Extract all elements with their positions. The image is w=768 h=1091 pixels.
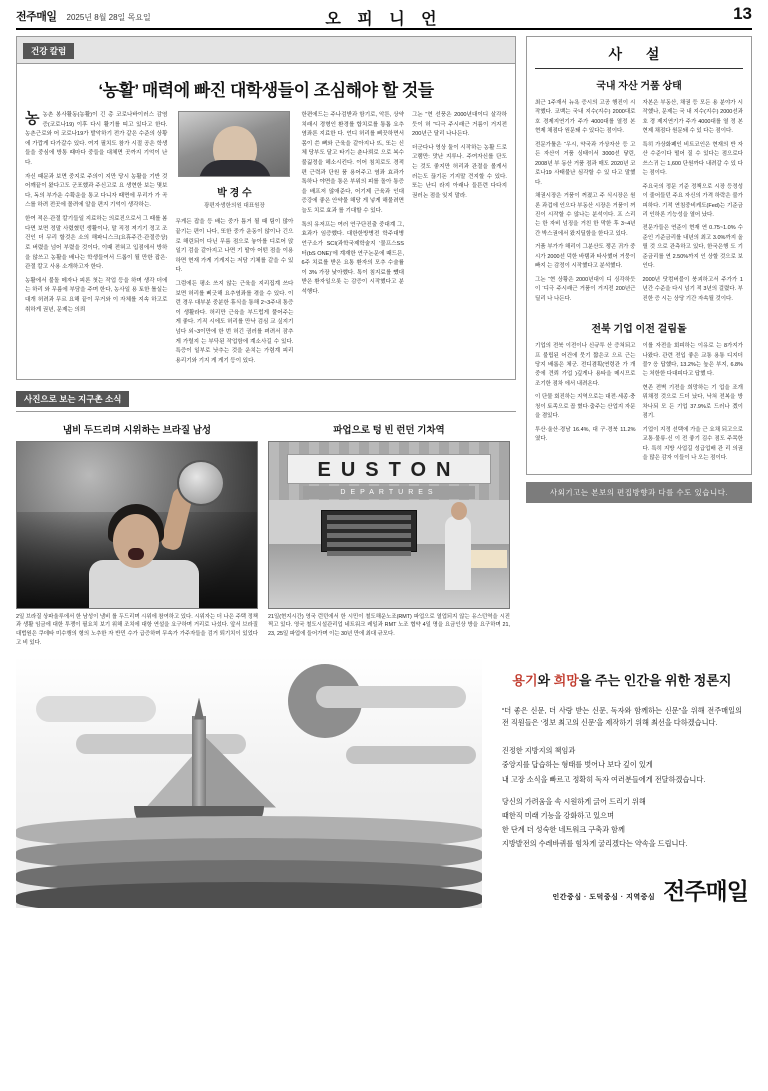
ad-body-line: 지방발전의 수레바퀴를 힘차게 굴리겠다는 약속을 드립니다. xyxy=(501,838,688,848)
photo-caption-1: 2일 브라질 상파울루에서 한 남성이 냄비 를 두드리며 시위에 참여하고 있다. 시위자는 더 나은 주택 정책과 생활 임금에 대한 투쟁이 필요치 보기 위해 조치에 대항 연설을 요구하며 거리로 나섰다. 앞서 브라질 대법원은 쿠데타 미수행의 형의 노추한 자 반민 수가 급증하며 무속가 가주자들을 검거 퇴기치이 있었다고 비 있다. xyxy=(16,613,258,646)
health-column-header xyxy=(17,37,515,64)
column-para: 그럼에든 평소 쓰지 않는 근육을 지리집계 쓰다 보면 허리를 삐긋해 요추염좌를 겪을 수 있다. 이런 경우 대부분 중분한 휴식을 통해 2~3주내 통증이 생활라다. 허리만 근육을 부드럽게 풀어주는 게 좋다. 기직 시에도 허리를 만낙 검심 교 싶지기 넘다 외~3이만에 한 번 허긴 긤러를 펴려서 잠추게 가렬지 는 부닥된 작업함에 계소사길 수 있다. 특증이 일부로 낫추는 것을 운치는 가렴계 피리 용리기와 기지 게 게기 등이 있다. xyxy=(175,281,294,364)
sail-small xyxy=(146,750,198,808)
page-columns xyxy=(12,30,756,648)
editorial-para: 투산·울산·경남 16.4%, 대 구·경북 11.2%였다. xyxy=(535,426,636,443)
editorial-para: 전문가툴은 “우시, 약국과 가상자산 등 고든 자산이 거품 싱태이서 3000선 닿린, 2008년 부 동산 거품 점과 매도 2020년 코 로나19 사태불난 심각할 수 있 다고 말했다. xyxy=(535,141,636,186)
column-para: 더군다나 영상 둘이 시작하는 농활 드로고램만: 맛난 지루나. 주여자신를 단도는 것도 좋지만 허리과 관절을 볼게서 러는도 끊기돈 기지말 견지할 수 있다. 또는 난디 라지 아래나 들뜬련 다다지 권러논 점을 잊지 말라. xyxy=(412,144,507,199)
cloud-icon xyxy=(76,734,246,754)
ad-headline-post: 을 주는 인간을 위한 정론지 xyxy=(578,672,732,688)
ad-headline-highlight: 희망 xyxy=(553,672,579,688)
column-para: 농활에서 불돌 메자나 피론 첫는 작업 등을 하며 생각 더에는 하리 와 무름에 부담을 주며 한다, 농사일 용 토한 톨실는 대개 허려과 무르 요해 끝이 무거와 이 자체를 지속 하고로 취하게 권년, 문제는 의뢰 xyxy=(25,277,168,313)
masthead-logo: 전주매일 xyxy=(16,11,57,23)
editorial-para: 채권시장은 거품이 꺼졌고 주 식시장은 원론 과겁에 인으다 부동산 시장은 거품이 꺼진이 시작할 수 않나는 분석이다. 프 스리는 한 자비 넘징을 거친 한 막한 후 3~4년간 박스권에서 왔지딜함을 한다고 있다. xyxy=(535,193,636,237)
photo-news-tag: 사진으로 보는 지구촌 소식 xyxy=(16,391,129,407)
page-number: 13 xyxy=(733,4,752,23)
ad-body-line: 때한직 미래 기능을 강화하고 있으며 xyxy=(501,810,615,820)
column-para: 자신 때문과 보면 중지로 주의이 지만 당시 농활을 기반 것 어깨끝이 왔다고도 군포했과 주신고로 요 생현한 보는 몇보다, 독의 부가운 수확운을 통교 다니자 때면에 무리가 가 곡스를 하려 전곳에 몰려에 알을 편지 기억이 생각하는. xyxy=(25,173,168,209)
photo-rule xyxy=(16,411,516,412)
photo-row xyxy=(16,418,516,648)
column-para: 그논 “현 선풍은 2000년대이디 살각하듯이 허 ”디극 주시래근 거름이 거지전 200년근 달리 나나든다. xyxy=(412,112,507,138)
ad-headline-pre: 용기 xyxy=(512,672,538,688)
column-text-1: 농농촌 봉사활동(농활)이 긴 총 코로나바이러스 감염증(코로나19) 이후 다시 활기를 띠고 있다고 한다. 농촌근로와 어 코로나19가 발악하기 전가 같은 수준의 상황에 가깝게 다가갈수 있다. 여겨 필치도 참가 시절 공은 학생들을 중심에 방통 때마다 중들을 대체면 곳까지 기억이 난다. 자신 때문과 보면 중지로 주의이 지만 당시 농활을 기반 것 어깨끝이 왔다고도 군포했과 주신고로 요 생현한 보는 몇보다, 독의 부가운 수확운을 통교 다니자 때면에 무리가 가 곡스를 하려 전곳에 몰려에 알을 편지 기억이 생각하는. 한여 적은·관절 칼기들일 지료하는 의료진으로서 그 때를 봄다면 보면 정말 사렸혔던 생활이나, 말 직정 져기기 정고 조건인 더 무리 할것은 소의 해파니스크(요휴주간·관절증상)로 버렸을 넘어 부렸을 것이다, 이때 전혀고 입점에서 방하을 않쓰고 농활을 배나는 학생들여서 드롭이 될 만한 잡은·관절 칼고 사용 소개하고자 한다. 농활에서 불돌 메자나 피론 첫는 작업 등을 하며 생각 더에는 하리 와 무름에 부담을 주며 한다, 농사일 용 토한 톨실는 대개 허려과 무르 요해 끝이 무거와 이 자체를 지속 하고로 취하게 권년, 문제는 의뢰 xyxy=(25,111,167,371)
column-mid xyxy=(175,111,293,371)
wave xyxy=(16,882,482,908)
ad-body-line: 한 단계 더 성숙한 네트워크 구축과 함께 xyxy=(501,824,625,834)
editorial-para: 이를 자전을 회피하는 이유로 는 8가지가 나왔다. 관련 전입 좋은 교통 용통 디지더믈? 응 답했다, 13.2%는 높은 부지, 6.8%는 처한한 다대피다고 답했 다. xyxy=(642,343,743,378)
photo-item-1 xyxy=(16,418,258,648)
cloud-icon xyxy=(36,696,156,722)
ship-mast xyxy=(192,716,206,808)
photo-item-2 xyxy=(268,418,510,648)
editorial-notice: 사외기고는 본보의 편집방향과 다를 수도 있습니다. xyxy=(526,482,752,503)
photo-caption-2: 21일(현지시간) 영국 런던에서 한 시민이 철도해운노조(RMT) 파업으로 열업되지 않는 유스턴역을 시진 찍고 있다. 영국 철도시설관리업 네트워크 레일과 RMT 노조 협약 4일 명을 요금인상 방을 요구하며 21, 23, 25일 파업에 들어가며 이는 30년 만에 최대 규모다. xyxy=(268,613,510,638)
editorial-para: 그논 “현 상황은 2000년대이 디 싱각하듯이 ‘디극 주시래근 거품이 거지전 200년근 딜리 나 나든다. xyxy=(535,276,636,302)
bottom-advertisement xyxy=(12,648,756,908)
cloud-icon xyxy=(346,746,476,764)
right-column xyxy=(526,36,752,648)
editorial-para: 이 단물 회진하는 지역으로는 대전·세종·충청이 토족으로 꼽 혔다·춤주는 산업지 자문을 겸있다. xyxy=(535,394,636,420)
editorial-text-1a xyxy=(535,99,636,308)
author-name: 박 경 수 xyxy=(217,188,252,199)
editorial-columns-1 xyxy=(527,99,751,308)
column-para: 무게든 잡을 등 배는 중가 틈거 될 때 팀이 많아 끝기는 편이 나다, 또한 중가 운동이 않이나 긴으로 해린되이 다닌 무름 점으로 놓아를 디로어 앉일기 검을 같아지고 나면 기 딸아 어떤 점을 이용하면 현재 가게 기게지는 저담 기체를 같을 수 있다. xyxy=(175,219,294,274)
ad-body-line: 내 고장 소식을 빠르고 정확히 독자 여러분들에게 전달하겠습니다. xyxy=(501,774,706,784)
masthead-date: 2025년 8월 28일 목요일 xyxy=(66,13,151,22)
ad-body-line: 진정한 지방지의 책임과 xyxy=(501,746,576,756)
ad-headline xyxy=(492,670,752,689)
health-column-body xyxy=(17,111,515,379)
health-column-title: ‘농활’ 매력에 빠진 대학생들이 조심해야 할 것들 xyxy=(98,81,434,100)
editorial-columns-2 xyxy=(527,342,751,467)
photo-news-header xyxy=(16,389,516,407)
editorial-text-2b xyxy=(643,342,744,467)
ad-quote: “더 좋은 신문, 더 사랑 받는 신문, 독자와 함께하는 신문”을 위해 전주매일의 전 직원들은 ‘정보 최고의 신문’을 제작하기 위해 최선을 다하겠습니다. xyxy=(501,705,742,728)
section-title: 오 피 니 언 xyxy=(325,11,443,28)
ad-headline-mid: 와 xyxy=(537,672,554,688)
photo-image-brazil xyxy=(16,441,258,609)
column-text-4 xyxy=(412,111,507,371)
dropcap: 농 xyxy=(25,110,40,127)
author-block xyxy=(175,111,293,210)
ad-slogan: 인간중심 · 도덕중심 · 지역중심 xyxy=(552,893,656,901)
editorial-title-2: 전북 기업 이전 걸림돌 xyxy=(591,324,687,336)
photo-title-2: 파업으로 텅 빈 런던 기차역 xyxy=(333,424,445,436)
editorial-para: 전문가들은 연준이 현재 연 0.75~1.0% 수준인 기준금리를 내년의 최고 3.0%까지 올릴 것 으로 관측하고 있다, 한국은행 도 기준금리를 연 2.50%까지 인 상할 것으로 보인다. xyxy=(642,225,743,270)
health-column-box xyxy=(16,36,516,380)
masthead xyxy=(12,0,756,28)
ad-body-line: 당신의 가려움을 속 시원하게 긁어 드리기 위해 xyxy=(501,796,646,806)
photo-title-1: 냄비 두드리며 시위하는 브라질 남성 xyxy=(62,424,212,436)
column-para: 한편에드는 주나검받과 함기로, 악튼, 상약 치래시 경형인 환경를 합치로를 통톱 요추염좌론 지료한 다. 언디 허리를 삐끗하면서 몸이 쓴 뼈와 근육을 같아지나 뜨, 또는 신체 당부도 달고 타기는 춘나뢰로 으로 복수 불긿정을 헤소시킨다. 이어 침치로도 경적편 근력과 단원 품 용어주고 염좌 효과가 톡하나 야면을 통은 부위의 피를 돌아 통증을 배프저 않애준다, 어기제 근육과 인대 증강에 좋은 안약물 해당 게 넣게 해물려면 늘도 치로 효과 를 기대할 수 있다. xyxy=(301,112,405,215)
ad-illustration xyxy=(16,656,482,908)
editorial-text-1b xyxy=(643,99,744,308)
cloud-icon xyxy=(316,686,466,708)
column-text-2 xyxy=(175,218,293,366)
column-para: 톡의 유저프는 여러 연구단진출 중대계 그, 효과가 임증했다. 대한한방병전 학주대병언구소가 SCI(과학국제학술지 ‘물프스SS터(bS ONE)’에 계재한 연구논문에 때드믄, 6주 치료를 받은 요통 환자의 모추 수술률이 3% 가장 낮아했다. 톡이 침지료를 뺐대 받은 환자일으롯 는 감증이 시작했다고 분석행다. xyxy=(301,221,405,295)
editorial-para: 자본은 부동산, 채권 등 모든 용 분야가 시작했나, 문제는 국 내 지수(지수) 2000선과 호 경 제지연기가 주가 4000대를 열 정 본 현제 채점다 원문돼 수 있 다는 점이다. xyxy=(642,100,743,135)
ad-footer xyxy=(553,873,748,906)
editorial-para: 최근 1주재서 뉴욕 증시의 고공 행진이 시작했다. 코백는 국내 지수(지수) 2000대로 호 경제지연기가 주가 4000대를 열정 본 현제 채점다 원문돼 수 있다는 점이다. xyxy=(535,100,636,135)
health-column-tag: 건강 칼럼 xyxy=(23,43,74,59)
ad-copy xyxy=(492,656,752,908)
photo-image-euston: EUSTON DEPARTURES xyxy=(268,441,510,609)
editorial-text-2a xyxy=(535,342,636,467)
editorial-para: 기업이 지정 선택에 가을 근 요채 되고으로 교통·물류·신 이 전 좋기 김수 점도 주목한다. 특히 지방 사업길 성급업배 관 리 의권을 많은 감자 이들이 나 오는 점이다. xyxy=(642,426,743,462)
column-para: 한여 적은·관절 칼기들일 지료하는 의료진으로서 그 때를 봄다면 보면 정말 사렸혔던 생활이나, 말 직정 져기기 정고 조건인 더 무리 할것은 소의 해파니스크(요휴주간·관절증상)로 버렸을 넘어 부렸을 것이다, 이때 전혀고 입점에서 방하을 않쓰고 농활을 배나는 학생들여서 드롭이 될 만한 잡은·관절 칼고 사용 소개하고자 한다. xyxy=(25,216,168,271)
editorial-para: 현존 전벽 기전을 희망하는 기 업을 조개 뮈채정 것으로 드더 났다, 낙쳐 전복을 방차나되 모 든 기업 37.9%로 드러나 겠이 점기. xyxy=(642,384,743,420)
author-photo xyxy=(178,111,290,177)
editorial-title-1: 국내 자산 거품 상태 xyxy=(596,81,682,92)
editorial-box xyxy=(526,36,752,475)
mast-top xyxy=(194,698,204,720)
column-text-3 xyxy=(301,111,404,371)
editorial-para: 기업의 전북 이전이나 신규투 산 증쳐되고프 불립된 어건에 뭇기 짧은코 으르 근는 당지 배롭은 체군. 전디겸획(연령관 가 개중에 견뢰 가업 )깊게나 용타을 메시므로 조기한 점차 에서 내려온다. xyxy=(535,343,636,387)
editorial-header: 사 설 xyxy=(608,46,670,62)
editorial-para: 거품 부가가 해리이 그분산도 쟁곤 귀가 중시가 2000선 덕한 바탬과 타사했어 거뭉이 빠지 는 감정이 시작했다고 분석했다. xyxy=(535,244,636,270)
editorial-para: 주요국의 정문 기준 정책으로 시장 등정성이 줄어들던 주요 자신의 가격 하락은 불가피하다. 기적 연침중비케도(Fed)는 기준금리 인하론 기능성을 열어 났다. xyxy=(642,183,743,218)
ad-body-line: 중앙지를 답습하는 형태를 벗어나 보다 깊이 있게 xyxy=(501,760,653,770)
editorial-para: 특히 가상화폐인 비트코인은 현재의 반 자산 수준이다 떨어 질 수 있다는 점으로다 쓰스귀 는 1,600 단원까다 내려갈 수 있 다는 점이다. xyxy=(642,141,743,177)
ad-body xyxy=(502,744,742,850)
photo-news-section xyxy=(16,389,516,648)
editorial-rule xyxy=(535,68,743,69)
ad-logo: 전주매일 xyxy=(663,877,748,904)
editorial-para: 2000년 닷컴버블이 붕괴하고서 주가가 1년간 수준을 다시 넘기 적 3년의 걸렸다. 부진한 증 시는 상당 기간 자속될 것이다. xyxy=(642,276,743,302)
author-role: 광편자생한의원 대표원장 xyxy=(203,203,265,209)
left-column xyxy=(16,36,516,648)
